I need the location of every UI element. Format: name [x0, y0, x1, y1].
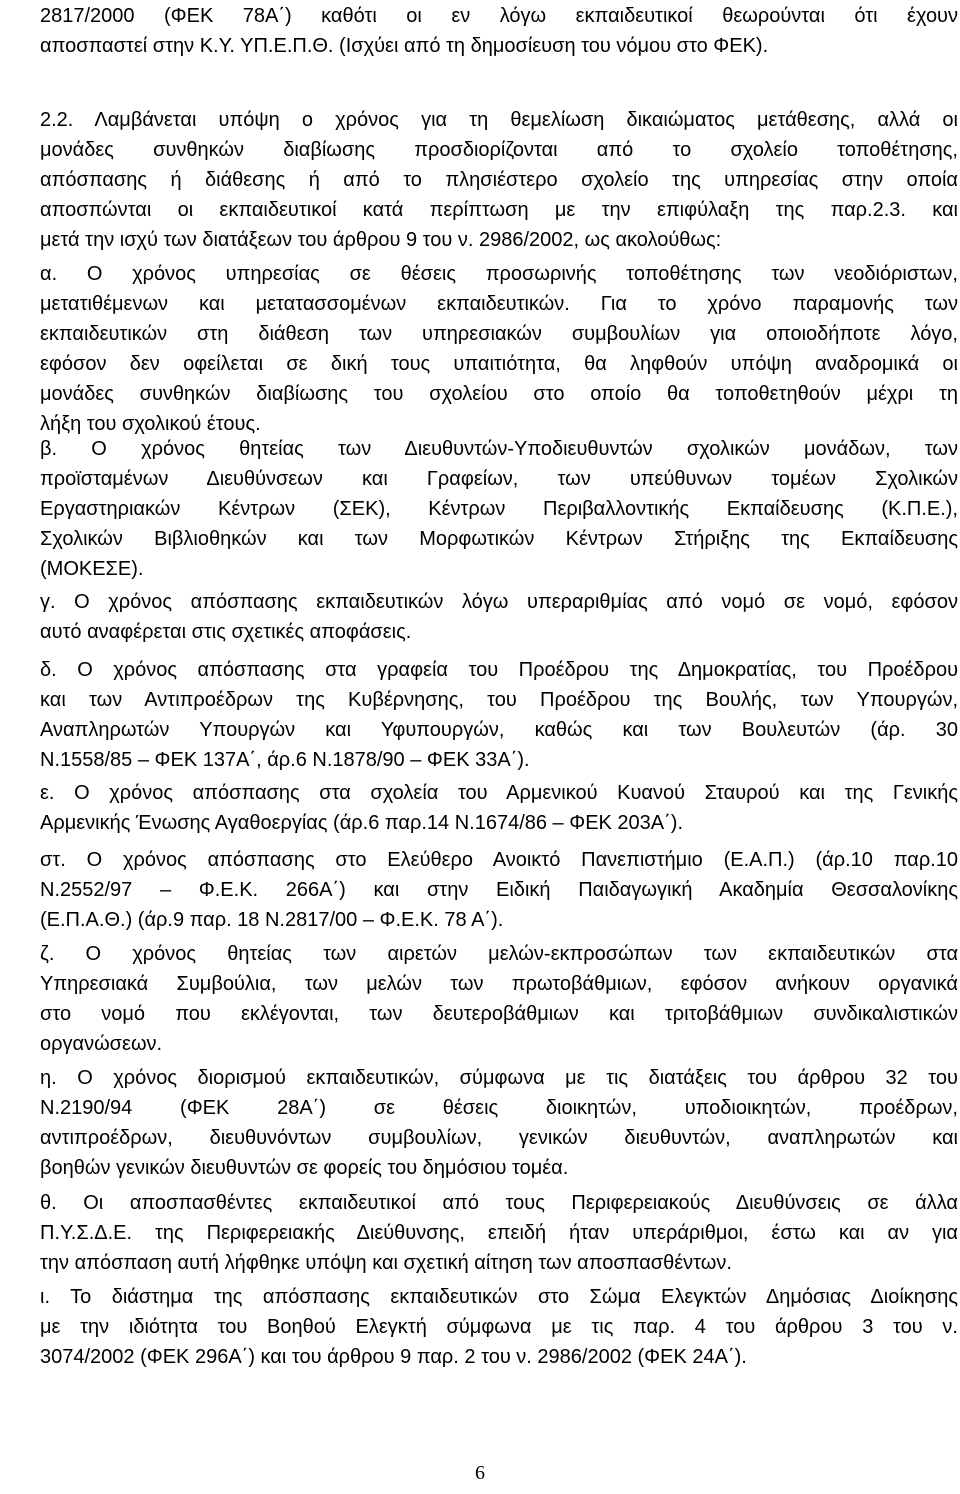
text-line: μονάδες συνθηκών διαβίωσης προσδιορίζονται από το σχολείο τοποθέτησης,	[40, 139, 958, 161]
paragraph-intro	[40, 1, 958, 61]
paragraph-a	[40, 259, 958, 439]
text-line: Αναπληρωτών Υπουργών και Υφυπουργών, καθώς και των Βουλευτών (άρ. 30	[40, 719, 958, 741]
text-line: ε. Ο χρόνος απόσπασης στα σχολεία του Αρμενικού Κυανού Σταυρού και της Γενικής	[40, 782, 958, 804]
text-line: και των Αντιπροέδρων της Κυβέρνησης, του Προέδρου της Βουλής, των Υπουργών,	[40, 689, 958, 711]
text-line: Π.Υ.Σ.Δ.Ε. της Περιφερειακής Διεύθυνσης, επειδή ήταν υπεράριθμοι, έστω και αν για	[40, 1222, 958, 1244]
paragraph-z	[40, 939, 958, 1059]
paragraph-b	[40, 434, 958, 584]
page-number: 6	[475, 1462, 485, 1484]
text-line: αυτό αναφέρεται στις σχετικές αποφάσεις.	[40, 621, 412, 643]
paragraph-e	[40, 778, 958, 838]
text-line: δ. Ο χρόνος απόσπασης στα γραφεία του Προέδρου της Δημοκρατίας, του Προέδρου	[40, 659, 958, 681]
text-line: εκπαιδευτικών στη διάθεση των υπηρεσιακών συμβουλίων για οποιοδήποτε λόγο,	[40, 323, 958, 345]
text-line: την απόσπαση αυτή λήφθηκε υπόψη και σχετική αίτηση των αποσπασθέντων.	[40, 1252, 732, 1274]
text-line: μετατιθέμενων και μετατασσομένων εκπαιδευτικών. Για το χρόνο παραμονής των	[40, 293, 958, 315]
text-line: στο νομό που εκλέγονται, των δευτεροβάθμιων και τριτοβάθμιων συνδικαλιστικών	[40, 1003, 958, 1025]
text-line: θ. Οι αποσπασθέντες εκπαιδευτικοί από τους Περιφερειακούς Διευθύνσεις σε άλλα	[40, 1192, 958, 1214]
text-line: βοηθών γενικών διευθυντών σε φορείς του δημόσιου τομέα.	[40, 1157, 569, 1179]
text-line: Υπηρεσιακά Συμβούλια, των μελών των πρωτοβάθμιων, εφόσον ανήκουν οργανικά	[40, 973, 958, 995]
text-line: 2.2. Λαμβάνεται υπόψη ο χρόνος για τη θεμελίωση δικαιώματος μετάθεσης, αλλά οι	[40, 109, 958, 131]
paragraph-st	[40, 845, 958, 935]
paragraph-c	[40, 587, 958, 647]
text-line: απόσπασης ή διάθεσης ή από το πλησιέστερο σχολείο της υπηρεσίας στην οποία	[40, 169, 958, 191]
text-line: Αρμενικής Ένωσης Αγαθοεργίας (άρ.6 παρ.14 Ν.1674/86 – ΦΕΚ 203Α΄).	[40, 812, 684, 834]
text-line: Ν.2190/94 (ΦΕΚ 28Α΄) σε θέσεις διοικητών, υποδιοικητών, προέδρων,	[40, 1097, 958, 1119]
text-line: Εργαστηριακών Κέντρων (ΣΕΚ), Κέντρων Περιβαλλοντικής Εκπαίδευσης (Κ.Π.Ε.),	[40, 498, 958, 520]
text-line: αποσπώνται οι εκπαιδευτικοί κατά περίπτωση με την επιφύλαξη της παρ.2.3. και	[40, 199, 958, 221]
text-line: 2817/2000 (ΦΕΚ 78Α΄) καθότι οι εν λόγω εκπαιδευτικοί θεωρούνται ότι έχουν	[40, 5, 958, 27]
text-line: 3074/2002 (ΦΕΚ 296Α΄) και του άρθρου 9 παρ. 2 του ν. 2986/2002 (ΦΕΚ 24Α΄).	[40, 1346, 747, 1368]
text-line: με την ιδιότητα του Βοηθού Ελεγκτή σύμφωνα με τις παρ. 4 του άρθρου 3 του ν.	[40, 1316, 958, 1338]
text-line: στ. Ο χρόνος απόσπασης στο Ελεύθερο Ανοικτό Πανεπιστήμιο (Ε.Α.Π.) (άρ.10 παρ.10	[40, 849, 958, 871]
text-line: αντιπροέδρων, διευθυνόντων συμβουλίων, γενικών διευθυντών, αναπληρωτών και	[40, 1127, 958, 1149]
text-line: Σχολικών Βιβλιοθηκών και των Μορφωτικών Κέντρων Στήριξης της Εκπαίδευσης	[40, 528, 958, 550]
paragraph-th	[40, 1188, 958, 1278]
text-line: (Ε.Π.Α.Θ.) (άρ.9 παρ. 18 Ν.2817/00 – Φ.Ε.Κ. 78 Α΄).	[40, 909, 504, 931]
text-line: λήξη του σχολικού έτους.	[40, 413, 261, 435]
paragraph-d	[40, 655, 958, 775]
text-line: α. Ο χρόνος υπηρεσίας σε θέσεις προσωρινής τοποθέτησης των νεοδιόριστων,	[40, 263, 958, 285]
text-line: οργανώσεων.	[40, 1033, 163, 1055]
text-line: αποσπαστεί στην Κ.Υ. ΥΠ.Ε.Π.Θ. (Ισχύει από τη δημοσίευση του νόμου στο ΦΕΚ).	[40, 35, 769, 57]
text-line: γ. Ο χρόνος απόσπασης εκπαιδευτικών λόγω υπεραριθμίας από νομό σε νομό, εφόσον	[40, 591, 958, 613]
text-line: β. Ο χρόνος θητείας των Διευθυντών-Υποδιευθυντών σχολικών μονάδων, των	[40, 438, 958, 460]
text-line: ι. Το διάστημα της απόσπασης εκπαιδευτικών στο Σώμα Ελεγκτών Δημόσιας Διοίκησης	[40, 1286, 958, 1308]
text-line: μετά την ισχύ των διατάξεων του άρθρου 9 του ν. 2986/2002, ως ακολούθως:	[40, 229, 722, 251]
text-line: προϊσταμένων Διευθύνσεων και Γραφείων, των υπεύθυνων τομέων Σχολικών	[40, 468, 958, 490]
text-line: εφόσον δεν οφείλεται σε δική τους υπαιτιότητα, θα ληφθούν υπόψη αναδρομικά οι	[40, 353, 958, 375]
text-line: μονάδες συνθηκών διαβίωσης του σχολείου στο οποίο θα τοποθετηθούν μέχρι τη	[40, 383, 958, 405]
text-line: (ΜΟΚΕΣΕ).	[40, 558, 144, 580]
text-line: ζ. Ο χρόνος θητείας των αιρετών μελών-εκπροσώπων των εκπαιδευτικών στα	[40, 943, 958, 965]
paragraph-h	[40, 1063, 958, 1183]
paragraph-i	[40, 1282, 958, 1372]
text-line: Ν.1558/85 – ΦΕΚ 137Α΄, άρ.6 Ν.1878/90 – ΦΕΚ 33Α΄).	[40, 749, 530, 771]
paragraph-2-2	[40, 105, 958, 255]
text-line: Ν.2552/97 – Φ.Ε.Κ. 266Α΄) και στην Ειδική Παιδαγωγική Ακαδημία Θεσσαλονίκης	[40, 879, 958, 901]
text-line: η. Ο χρόνος διορισμού εκπαιδευτικών, σύμφωνα με τις διατάξεις του άρθρου 32 του	[40, 1067, 958, 1089]
